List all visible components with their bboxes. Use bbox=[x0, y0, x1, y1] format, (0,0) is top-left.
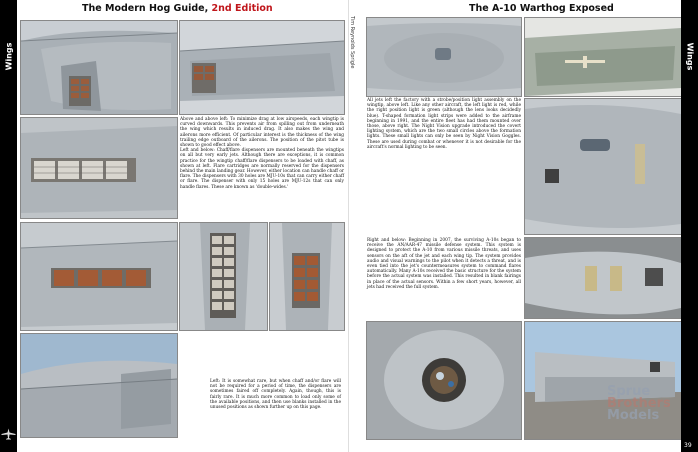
left-section-label: Wings bbox=[4, 42, 14, 71]
right-text-block-1: All jets left the factory with a strobe/position light assembly on the wingtip, above left. Like any other aircraft, the left light is red, while the right position light is green (although the lens looks decidedly blue). T-shaped formation light strips were added to the airframe beginning in 1991, and the entire fleet has had them mounted over those, above right. The Night Vision upgrade introduced the covert lighting system, which are the two small circles above the formation lights. These small lights can only be seen by Night Vision Goggles. These are used during combat or whenever it is not desirable for the aircraft's normal lighting to be seen. bbox=[367, 98, 521, 150]
right-page-number: 39 bbox=[684, 442, 692, 449]
photo-chaff-dispensers bbox=[20, 117, 178, 219]
left-page-number: 38 bbox=[3, 442, 11, 449]
photo-position-light bbox=[524, 98, 682, 235]
book-title: The Modern Hog Guide, bbox=[82, 3, 209, 14]
photo-strobe-light bbox=[366, 17, 522, 97]
right-text-block-2: Right and below: Beginning in 2007, the surviving A-10s began to receive the AN/AAR-47 missile defense system. This system is designed to protect the A-10 from various missile threats, and uses sensors on the aft of the jet and each wing tip. The system provides audio and visual warnings to the pilot when it detects a threat, and is even tied into the jet's countermeasures system to command flares automatically. Many A-10s received the basic structure for the system before the actual system was installed. This resulted in blank fairings in place of the actual sensors. Within a few short years, however, all jets had received the full system. bbox=[367, 238, 521, 290]
photo-wingtip-side bbox=[179, 20, 345, 115]
watermark-line-2: Brothers bbox=[607, 396, 671, 411]
edition-label: 2nd Edition bbox=[211, 3, 273, 14]
photo-dispenser-vertical-1 bbox=[179, 222, 268, 331]
photo-wingtip-underside bbox=[20, 20, 178, 115]
photo-faired-wingtip bbox=[20, 333, 178, 438]
watermark-line-3: Models bbox=[607, 408, 660, 423]
photo-sensor-closeup bbox=[366, 321, 522, 440]
right-section-label: Wings bbox=[685, 42, 695, 71]
right-page-header bbox=[469, 3, 614, 14]
aircraft-icon bbox=[1, 428, 16, 440]
left-text-block-2: Left: It is somewhat rare, but when chaff and/or flare will not be required for a period of time, the dispensers are sometimes faired off completely. Again, though, this is fairly rare. It is much more common to load only some of the available positions, and then use blanks installed in the unused positions as shown further up on this page. bbox=[210, 379, 341, 411]
watermark-line-1: Sprue bbox=[607, 384, 651, 399]
left-sidebar bbox=[0, 0, 17, 452]
photo-dispenser-blanks bbox=[20, 222, 178, 331]
watermark bbox=[607, 386, 671, 422]
left-page-header bbox=[82, 3, 273, 14]
right-sidebar bbox=[681, 0, 698, 452]
photo-formation-lights bbox=[524, 17, 682, 97]
right-page bbox=[349, 0, 698, 452]
photo-credit: Tim Reynolds Sprigle bbox=[349, 16, 355, 69]
photo-dispenser-vertical-2 bbox=[269, 222, 345, 331]
left-text-block-1: Above and above left: To minimize drag at low airspeeds, each wingtip is curved downwards. This prevents air from spilling out from underneath the wing which results in induced drag. It also makes the wing and ailerons more efficient. Of particular interest is the thickness of the wing trailing edge outboard of the ailerons. The position of the pitot tube is shown to good effect above. Left and below: Chaff/flare dispensers are mounted beneath the wingtips on all but very early jets. Although there are exceptions, it is common practice for the wingtip chaff/flare dispensers to be loaded with chaff, as shown at left. Flare cartridges are normally reserved for the dispensers behind the main landing gear. However, either location can handle chaff or flare. The dispensers with 30 holes are MJU-10s that can carry either chaff or flare. The dispenser with only 15 holes are MJU-12s that can only handle flares. These are known as 'double-wides.' bbox=[180, 117, 344, 190]
photo-missile-warning-fairing bbox=[524, 237, 682, 319]
book-title-right: The A-10 Warthog Exposed bbox=[469, 3, 614, 14]
